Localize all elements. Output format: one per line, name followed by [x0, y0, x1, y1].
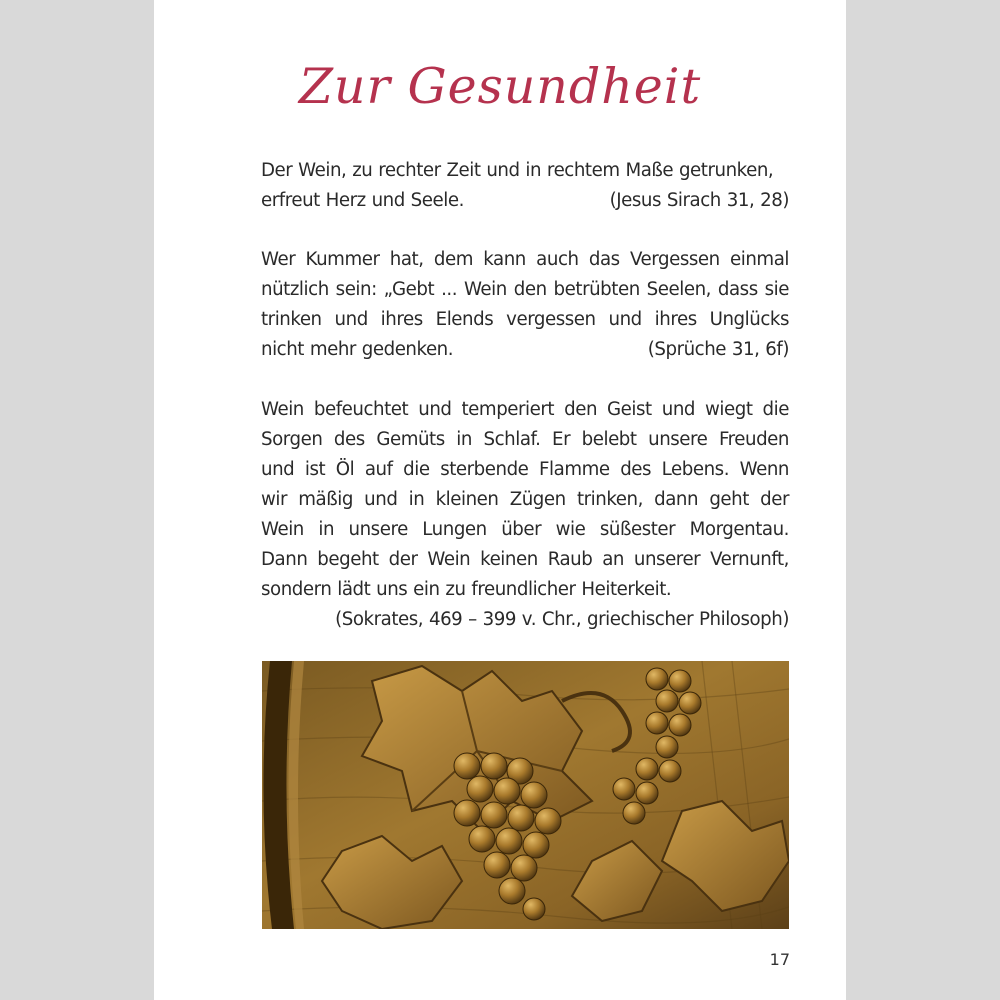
quote-sokrates — [261, 395, 789, 635]
quote-jesus-sirach — [261, 156, 789, 216]
quote-line: wir mäßig und in kleinen Zügen trinken, dann geht der — [261, 489, 789, 510]
quote-source: (Sprüche 31, 6f) — [647, 339, 789, 360]
quote-sprueche — [261, 245, 789, 365]
quote-line: Sorgen des Gemüts in Schlaf. Er belebt unsere Freuden — [261, 429, 789, 450]
quote-line: Der Wein, zu rechter Zeit und in rechtem Maße getrunken, — [261, 160, 774, 181]
quote-last-line — [261, 186, 789, 216]
quote-line: nicht mehr gedenken. — [261, 339, 454, 360]
carved-grapes-photo — [262, 661, 789, 929]
quote-line: Wein in unsere Lungen über wie süßester Morgentau. — [261, 519, 789, 540]
quote-last-line — [261, 335, 789, 365]
page-number: 17 — [769, 950, 790, 969]
quote-line: Dann begeht der Wein keinen Raub an unserer Vernunft, — [261, 549, 789, 570]
quote-line: nützlich sein: „Gebt ... Wein den betrübten Seelen, dass sie — [261, 279, 789, 300]
quote-line: sondern lädt uns ein zu freundlicher Heiterkeit. — [261, 579, 672, 600]
quote-source: (Jesus Sirach 31, 28) — [609, 190, 789, 211]
quote-line: und ist Öl auf die sterbende Flamme des Lebens. Wenn — [261, 459, 789, 480]
book-page — [154, 0, 846, 1000]
quote-line: Wer Kummer hat, dem kann auch das Vergessen einmal — [261, 249, 789, 270]
quote-line: Wein befeuchtet und temperiert den Geist und wiegt die — [261, 399, 789, 420]
page-title: Zur Gesundheit — [298, 58, 702, 115]
quote-line: erfreut Herz und Seele. — [261, 190, 464, 211]
quote-line: trinken und ihres Elends vergessen und ihres Unglücks — [261, 309, 789, 330]
quote-source: (Sokrates, 469 – 399 v. Chr., griechischer Philosoph) — [335, 609, 789, 630]
